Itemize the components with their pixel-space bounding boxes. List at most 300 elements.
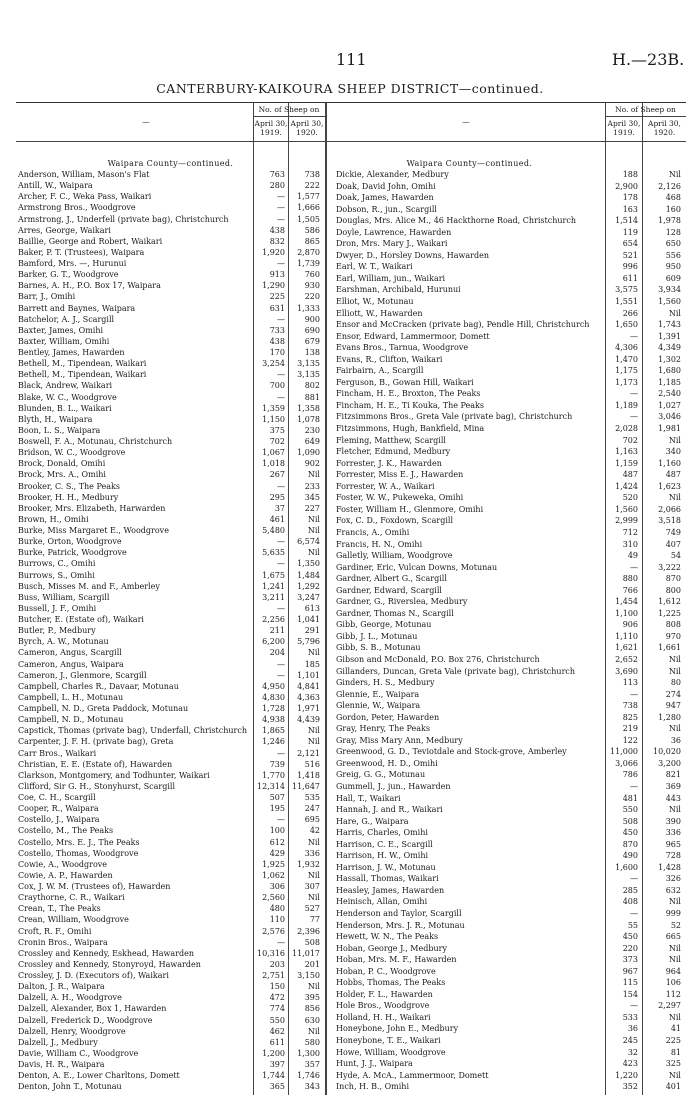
sheep-1920: 390 xyxy=(665,816,681,826)
sheep-1919: 1,551 xyxy=(615,297,638,307)
owner-name: Greig, G. G., Motunau xyxy=(336,770,426,780)
sheep-1920: 81 xyxy=(670,1047,681,1057)
table-row xyxy=(16,937,325,948)
owner-name: Gibb, S. B., Motunau xyxy=(336,643,421,653)
sheep-1920: 1,428 xyxy=(658,862,681,872)
sheep-1919: 2,576 xyxy=(262,926,285,936)
table-row xyxy=(334,215,686,227)
table-row xyxy=(334,261,686,273)
owner-name: Forrester, J. K., Hawarden xyxy=(336,458,442,468)
owner-name: Henderson, Mrs. J. R., Motunau xyxy=(336,920,465,930)
owner-name: Inch, H. B., Omihi xyxy=(336,1082,410,1092)
owner-name: Dalzell, A. H., Woodgrove xyxy=(18,993,122,1003)
table-row xyxy=(334,804,686,816)
owner-name: Archer, F. C., Weka Pass, Waikari xyxy=(18,192,152,202)
sheep-1920: 2,396 xyxy=(297,926,320,936)
sheep-1920: Nil xyxy=(307,982,320,992)
sheep-1920: Nil xyxy=(307,470,320,480)
sheep-1919: — xyxy=(277,314,285,324)
table-row xyxy=(16,169,325,180)
table-row xyxy=(16,1059,325,1070)
sheep-1920: 11,017 xyxy=(292,948,320,958)
sheep-1919: 36 xyxy=(627,1024,638,1034)
table-row xyxy=(16,202,325,213)
sheep-1919: 520 xyxy=(622,493,638,503)
owner-name: Holder, F. L., Hawarden xyxy=(336,989,433,999)
owner-name: Campbell, L. H., Motunau xyxy=(18,692,124,702)
owner-name: Cameron, J., Glenmore, Scargill xyxy=(18,670,147,680)
owner-name: Batchelor, A. J., Scargill xyxy=(18,314,115,324)
owner-name: Hoban, P. C., Woodgrove xyxy=(336,966,436,976)
sheep-1919: 508 xyxy=(622,816,638,826)
sheep-1920: 274 xyxy=(665,689,681,699)
sheep-1920: 3,200 xyxy=(658,758,681,768)
table-row xyxy=(16,703,325,714)
sheep-1919: 654 xyxy=(622,239,638,249)
owner-name: Blake, W. C., Woodgrove xyxy=(18,392,117,402)
table-row xyxy=(16,714,325,725)
sheep-1919: 1,200 xyxy=(262,1048,285,1058)
sheep-1919: 1,560 xyxy=(615,504,638,514)
table-row xyxy=(334,1000,686,1012)
table-row xyxy=(16,1003,325,1014)
owner-name: Denton, John T., Motunau xyxy=(18,1082,122,1092)
sheep-1920: 3,934 xyxy=(658,285,681,295)
owner-name: Fincham, H. E., Ti Kouka, The Peaks xyxy=(336,400,484,410)
owner-name: Boon, L. S., Waipara xyxy=(18,425,101,435)
sheep-1919: 170 xyxy=(269,348,285,357)
sheep-1920: 632 xyxy=(665,885,681,895)
right-col2-header: April 30, 1920. xyxy=(648,119,681,137)
table-row xyxy=(16,581,325,592)
owner-name: Cronin Bros., Waipara xyxy=(18,937,108,947)
owner-name: Costello, J., Waipara xyxy=(18,815,100,825)
owner-name: Barrett and Baynes, Waipara xyxy=(18,303,136,313)
table-row xyxy=(16,848,325,859)
table-row xyxy=(16,1015,325,1026)
table-row xyxy=(334,1081,686,1093)
table-row xyxy=(16,247,325,258)
table-row xyxy=(334,908,686,920)
owner-name: Foster, W. W., Pukeweka, Omihi xyxy=(336,493,464,503)
sheep-1919: 195 xyxy=(269,804,285,814)
sheep-1919: 100 xyxy=(269,826,285,836)
sheep-1920: 965 xyxy=(665,839,681,849)
sheep-1919: 4,938 xyxy=(262,715,285,725)
owner-name: Bethell, M., Tipendean, Waikari xyxy=(18,370,147,380)
owner-name: Baillie, George and Robert, Waikari xyxy=(18,236,163,246)
sheep-1919: 188 xyxy=(622,170,638,179)
sheep-1919: 1,150 xyxy=(262,414,285,424)
owner-name: Earl, W. T., Waikari xyxy=(336,262,413,272)
table-row xyxy=(334,250,686,262)
owner-name: Doak, James, Hawarden xyxy=(336,193,434,203)
owner-name: Gummell, J., jun., Hawarden xyxy=(336,781,451,791)
table-row xyxy=(16,881,325,892)
sheep-1920: 345 xyxy=(304,492,320,502)
owner-name: Barr, J., Omihi xyxy=(18,292,76,302)
table-row xyxy=(334,458,686,470)
sheep-1920: 227 xyxy=(304,503,320,513)
sheep-1920: 630 xyxy=(304,1015,320,1025)
document-reference: H.—23B. xyxy=(612,50,685,69)
sheep-1920: 1,300 xyxy=(297,1048,320,1058)
owner-name: Harrison, J. W., Motunau xyxy=(336,862,436,872)
owner-name: Brooker, H. H., Medbury xyxy=(18,492,119,502)
owner-name: Croft, R. F., Omihi xyxy=(18,926,92,936)
sheep-1919: — xyxy=(277,203,285,213)
sheep-1919: 1,159 xyxy=(615,458,638,468)
owner-name: Fitzsimmons, Hugh, Bankfield, Mina xyxy=(336,424,485,434)
sheep-1920: 1,560 xyxy=(658,297,681,307)
owner-name: Francis, H. N., Omihi xyxy=(336,539,423,549)
owner-name: Forrester, W. A., Waikari xyxy=(336,481,435,491)
table-row xyxy=(334,700,686,712)
sheep-1920: 325 xyxy=(665,1059,681,1069)
sheep-1920: 556 xyxy=(665,250,681,260)
table-row xyxy=(334,816,686,828)
sheep-1920: 201 xyxy=(304,959,320,969)
table-row xyxy=(16,447,325,458)
table-row xyxy=(334,677,686,689)
table-row xyxy=(16,425,325,436)
sheep-1919: 423 xyxy=(622,1059,638,1069)
owner-name: Gardner, Edward, Scargill xyxy=(336,585,442,595)
sheep-1920: Nil xyxy=(668,1012,681,1022)
sheep-1919: 285 xyxy=(622,885,638,895)
owner-name: Gray, Henry, The Peaks xyxy=(336,724,431,734)
owner-name: Armstrong Bros., Woodgrove xyxy=(18,203,136,213)
sheep-1920: 2,126 xyxy=(658,181,681,191)
owner-name: Elliott, W., Hawarden xyxy=(336,308,423,318)
sheep-1920: 77 xyxy=(309,915,320,925)
table-row xyxy=(16,959,325,970)
sheep-1920: 41 xyxy=(670,1024,681,1034)
owner-name: Baxter, James, Omihi xyxy=(18,325,104,335)
sheep-1919: — xyxy=(277,748,285,758)
right-col1-header: April 30, 1919. xyxy=(607,119,641,137)
sheep-1920: 468 xyxy=(665,193,681,203)
sheep-1920: 749 xyxy=(665,527,681,537)
table-row xyxy=(334,1047,686,1059)
table-row xyxy=(16,514,325,525)
sheep-1920: 947 xyxy=(665,701,681,711)
table-row xyxy=(16,314,325,325)
sheep-1920: 728 xyxy=(665,851,681,861)
sheep-1919: 5,635 xyxy=(262,548,285,558)
table-row xyxy=(16,892,325,903)
table-row xyxy=(16,792,325,803)
sheep-1919: 1,173 xyxy=(615,377,638,387)
owner-name: Capstick, Thomas (private bag), Underfall, Christchurch xyxy=(18,726,247,736)
sheep-1920: Nil xyxy=(668,897,681,907)
table-row xyxy=(16,1048,325,1059)
table-row xyxy=(16,914,325,925)
sheep-1920: 695 xyxy=(304,815,320,825)
sheep-1919: 429 xyxy=(269,848,285,858)
sheep-1919: 1,600 xyxy=(615,862,638,872)
table-row xyxy=(16,280,325,291)
owner-name: Burke, Miss Margaret E., Woodgrove xyxy=(18,526,169,535)
sheep-1919: 37 xyxy=(274,503,285,513)
table-row xyxy=(16,803,325,814)
sheep-1920: Nil xyxy=(668,435,681,445)
sheep-1920: 247 xyxy=(304,804,320,814)
table-row xyxy=(334,365,686,377)
sheep-1920: 535 xyxy=(304,793,320,802)
sheep-1920: 407 xyxy=(665,539,681,549)
sheep-1919: 3,690 xyxy=(615,666,638,676)
sheep-1920: Nil xyxy=(307,726,320,736)
table-row xyxy=(16,825,325,836)
owner-name: Busch, Misses M. and F., Amberley xyxy=(18,581,160,591)
sheep-1919: 913 xyxy=(269,270,285,280)
owner-name: Brock, Mrs. A., Omihi xyxy=(18,470,106,480)
owner-name: Fitzsimmons Bros., Greta Vale (private bag), Christchurch xyxy=(336,412,573,422)
table-row xyxy=(334,400,686,412)
owner-name: Dron, Mrs. Mary J., Waikari xyxy=(336,239,448,249)
table-row xyxy=(16,358,325,369)
sheep-1919: — xyxy=(277,670,285,680)
owner-name: Hassall, Thomas, Waikari xyxy=(336,874,439,884)
sheep-1919: 1,920 xyxy=(262,247,285,257)
owner-name: Byrch, A. W., Motunau xyxy=(18,637,109,647)
owner-name: Brock, Donald, Omihi xyxy=(18,459,106,469)
sheep-1920: 222 xyxy=(304,181,320,191)
owner-name: Honeybone, T. E., Waikari xyxy=(336,1036,441,1046)
table-row xyxy=(334,977,686,989)
sheep-1919: 1,163 xyxy=(615,447,638,457)
right-group-header: No. of Sheep on xyxy=(615,105,676,114)
sheep-1919: — xyxy=(630,874,638,884)
sheep-1920: 336 xyxy=(665,828,681,838)
table-row xyxy=(334,896,686,908)
sheep-1919: 55 xyxy=(627,920,638,930)
sheep-1919: 461 xyxy=(269,514,285,524)
owner-name: Crean, T., The Peaks xyxy=(18,904,101,914)
sheep-1920: 1,484 xyxy=(297,570,320,580)
sheep-1919: 766 xyxy=(622,585,638,595)
table-row xyxy=(334,539,686,551)
sheep-1919: 1,062 xyxy=(262,870,285,880)
table-row xyxy=(334,527,686,539)
sheep-1919: 267 xyxy=(269,470,285,480)
owner-name: Holland, H. H., Waikari xyxy=(336,1012,431,1022)
sheep-1919: 490 xyxy=(622,851,638,861)
sheep-1919: — xyxy=(277,537,285,547)
owner-name: Dalzell, Henry, Woodgrove xyxy=(18,1026,126,1036)
owner-name: Gordon, Peter, Hawarden xyxy=(336,712,440,722)
sheep-1920: 1,041 xyxy=(297,615,320,624)
sheep-1920: 800 xyxy=(665,585,681,595)
table-row xyxy=(16,625,325,636)
sheep-1919: 611 xyxy=(622,273,638,283)
sheep-1919: — xyxy=(277,214,285,224)
owner-name: Anderson, William, Mason's Flat xyxy=(18,170,150,179)
sheep-1919: 295 xyxy=(269,492,285,502)
sheep-1920: 930 xyxy=(304,281,320,291)
owner-name: Butcher, E. (Estate of), Waikari xyxy=(18,615,144,624)
sheep-1920: 1,185 xyxy=(658,377,681,387)
table-row xyxy=(16,759,325,770)
table-row xyxy=(334,862,686,874)
owner-name: Earl, William, jun., Waikari xyxy=(336,273,446,283)
sheep-1920: Nil xyxy=(668,943,681,953)
table-row xyxy=(334,1012,686,1024)
table-row xyxy=(334,827,686,839)
sheep-1919: 1,770 xyxy=(262,770,285,780)
owner-name: Gray, Miss Mary Ann, Medbury xyxy=(336,735,463,745)
owner-name: Forrester, Miss E. J., Hawarden xyxy=(336,470,464,480)
sheep-1919: 1,675 xyxy=(262,570,285,580)
owner-name: Crossley and Kennedy, Eskhead, Hawarden xyxy=(18,948,194,958)
sheep-1919: 832 xyxy=(269,236,285,246)
sheep-1920: 679 xyxy=(304,336,320,346)
sheep-1920: Nil xyxy=(668,1070,681,1080)
sheep-1919: 178 xyxy=(622,193,638,203)
sheep-1920: Nil xyxy=(307,870,320,880)
owner-name: Earshman, Archibald, Hurunui xyxy=(336,285,461,295)
sheep-1920: 1,280 xyxy=(658,712,681,722)
table-row xyxy=(334,492,686,504)
owner-name: Coe, C. H., Scargill xyxy=(18,793,96,802)
owner-name: Heasley, James, Hawarden xyxy=(336,885,445,895)
sheep-1920: 1,292 xyxy=(297,581,320,591)
owner-name: Harrison, C. E., Scargill xyxy=(336,839,433,849)
owner-name: Fincham, H. E., Broxton, The Peaks xyxy=(336,389,481,399)
sheep-1920: 1,577 xyxy=(297,192,320,202)
sheep-1919: 352 xyxy=(622,1082,638,1092)
sheep-1920: Nil xyxy=(668,493,681,503)
sheep-1919: 550 xyxy=(622,805,638,815)
table-row xyxy=(16,814,325,825)
sheep-1920: 1,746 xyxy=(297,1071,320,1081)
sheep-1919: 533 xyxy=(622,1012,638,1022)
owner-name: Cameron, Angus, Scargill xyxy=(18,648,122,658)
sheep-1919: 1,744 xyxy=(262,1071,285,1081)
table-row xyxy=(334,943,686,955)
owner-name: Ginders, H. S., Medbury xyxy=(336,678,435,688)
owner-name: Dalzell, Frederick D., Woodgrove xyxy=(18,1015,153,1025)
owner-name: Hall, T., Waikari xyxy=(336,793,401,803)
owner-name: Gibb, George, Motunau xyxy=(336,620,432,630)
sheep-1919: 219 xyxy=(622,724,638,734)
sheep-1919: 3,211 xyxy=(262,592,285,602)
table-row xyxy=(334,642,686,654)
owner-name: Burrows, S., Omihi xyxy=(18,570,95,580)
table-row xyxy=(16,614,325,625)
table-row xyxy=(334,354,686,366)
sheep-1920: 802 xyxy=(304,381,320,391)
table-row xyxy=(334,954,686,966)
sheep-1919: 1,470 xyxy=(615,354,638,364)
table-row xyxy=(334,839,686,851)
sheep-1919: 32 xyxy=(627,1047,638,1057)
sheep-1919: 204 xyxy=(269,648,285,658)
owner-name: Fox, C. D., Foxdown, Scargill xyxy=(336,516,454,526)
left-group-header: No. of Sheep on xyxy=(258,105,320,114)
left-section-heading: Waipara County—continued. xyxy=(107,159,234,168)
sheep-1919: — xyxy=(277,192,285,202)
table-row xyxy=(334,746,686,758)
owner-name: Hare, G., Waipara xyxy=(336,816,409,826)
table-row xyxy=(16,214,325,225)
sheep-1919: — xyxy=(630,781,638,791)
sheep-1919: 825 xyxy=(622,712,638,722)
sheep-1920: 1,666 xyxy=(297,203,320,213)
table-row xyxy=(334,296,686,308)
table-row xyxy=(16,1070,325,1081)
owner-name: Ensor and McCracken (private bag), Pendle Hill, Christchurch xyxy=(336,320,590,330)
table-row xyxy=(334,273,686,285)
owner-name: Crossley and Kennedy, Stonyroyd, Hawarden xyxy=(18,959,201,969)
owner-name: Bentley, James, Hawarden xyxy=(18,348,125,357)
table-row xyxy=(16,859,325,870)
table-row xyxy=(16,503,325,514)
page-title: CANTERBURY-KAIKOURA SHEEP DISTRICT—continued. xyxy=(156,81,544,96)
sheep-1919: 702 xyxy=(622,435,638,445)
table-row xyxy=(16,636,325,647)
table-row xyxy=(16,236,325,247)
sheep-1920: 11,647 xyxy=(292,781,320,791)
table-row xyxy=(334,931,686,943)
page-number: 111 xyxy=(336,50,367,69)
sheep-1920: 950 xyxy=(665,262,681,272)
sheep-1919: 2,999 xyxy=(615,516,638,526)
sheep-1920: 54 xyxy=(670,551,681,561)
sheep-1919: 49 xyxy=(627,551,638,561)
sheep-1920: Nil xyxy=(307,737,320,747)
owner-name: Clarkson, Montgomery, and Todhunter, Waikari xyxy=(18,770,210,780)
table-row xyxy=(334,377,686,389)
owner-name: Cowie, A., Woodgrove xyxy=(18,859,108,869)
sheep-1919: 408 xyxy=(622,897,638,907)
table-row xyxy=(334,781,686,793)
owner-name: Hyde, A. McA., Lammermoor, Domett xyxy=(336,1070,489,1080)
sheep-1919: 2,652 xyxy=(615,654,638,664)
table-row xyxy=(334,596,686,608)
sheep-1919: 154 xyxy=(622,989,638,999)
owner-name: Foster, William H., Glenmore, Omihi xyxy=(336,504,484,514)
owner-name: Heinisch, Allan, Omihi xyxy=(336,897,428,907)
owner-name: Douglas, Mrs. Alice M., 46 Hackthorne Road, Christchurch xyxy=(336,216,576,226)
sheep-1920: 1,661 xyxy=(658,643,681,653)
sheep-1919: 12,314 xyxy=(257,781,285,791)
sheep-1919: 462 xyxy=(269,1026,285,1036)
owner-name: Davis, H. R., Waipara xyxy=(18,1060,105,1069)
owner-name: Glennie, W., Waipara xyxy=(336,701,421,711)
owner-name: Baker, P. T. (Trustees), Waipara xyxy=(18,247,145,257)
sheep-1920: 52 xyxy=(670,920,681,930)
sheep-1919: 266 xyxy=(622,308,638,318)
sheep-1919: 1,220 xyxy=(615,1070,638,1080)
table-row xyxy=(16,647,325,658)
sheep-1920: 2,297 xyxy=(658,1001,681,1011)
sheep-1920: 185 xyxy=(304,659,320,669)
sheep-1920: 580 xyxy=(304,1037,320,1047)
table-row xyxy=(16,1081,325,1092)
table-row xyxy=(334,1070,686,1082)
right-section-heading: Waipara County—continued. xyxy=(406,159,533,168)
table-row xyxy=(16,392,325,403)
table-row xyxy=(16,670,325,681)
table-row xyxy=(334,342,686,354)
owner-name: Gardner, Albert G., Scargill xyxy=(336,574,447,584)
sheep-1920: 36 xyxy=(670,735,681,745)
sheep-1920: 1,743 xyxy=(658,320,681,330)
sheep-1920: 138 xyxy=(304,348,320,357)
table-row xyxy=(334,850,686,862)
